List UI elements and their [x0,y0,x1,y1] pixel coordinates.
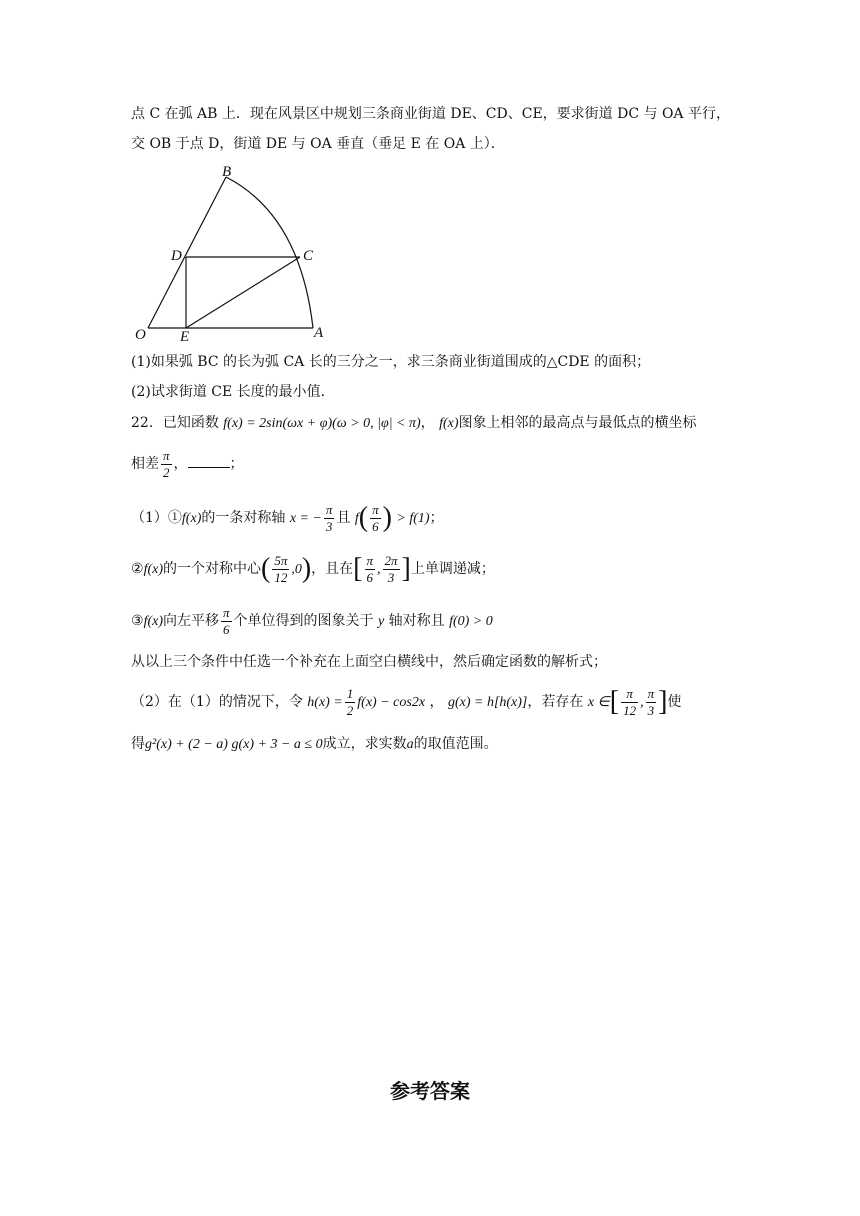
q22-stem-e: ， [173,456,188,472]
condition-3-inequality: f(0) > 0 [449,614,493,629]
arc-ab [226,177,313,328]
intro-line-2: 交 OB 于点 D，街道 DE 与 OA 垂直（垂足 E 在 OA 上）． [131,136,505,152]
fraction-pi-over-6: $\frac{\pi}{6}$ [372,501,379,534]
q21-part2: (2)试求街道 CE 长度的最小值． [131,384,335,400]
condition-2-text-b: ，且在 [311,561,354,577]
fraction-pi-over-6-c: $\frac{\pi}{6}$ [223,604,230,637]
q22-stem-f: ； [229,456,244,472]
part2-g-def: g(x) = h[h(x)] [447,695,528,710]
label-a: A [314,325,324,341]
condition-1-f: f [354,511,359,526]
condition-3-text-b: 个单位得到的图象关于 [233,613,374,629]
fraction-pi-over-6-b: $\frac{\pi}{6}$ [366,552,374,585]
part2-a: a [406,737,414,752]
condition-3-text-a: 向左平移 [163,613,219,629]
q22-stem-c: 图象上相邻的最高点与最低点的横坐标 [458,415,697,431]
fraction-pi-over-2: $\frac{\pi}{2}$ [163,447,170,480]
condition-2-text-c: 上单调递减； [410,561,495,577]
part2-inequality: g²(x) + (2 − a) g(x) + 3 − a ≤ 0 [145,737,323,752]
q22-stem-line2 [131,446,244,482]
fraction-pi-over-12: $\frac{\pi}{12}$ [623,685,637,718]
part2-x-in: x ∈ [587,695,610,710]
part2-exist: ，若存在 [527,694,584,710]
part2-end-b: 的取值范围。 [413,736,498,752]
q22-function: f(x) = 2sin(ωx + φ)(ω > 0, |φ| < π) [223,416,421,431]
label-c: C [303,248,314,264]
intro-line-1: 点 C 在弧 AB 上．现在风景区中规划三条商业街道 DE、CD、CE，要求街道 DC 与 OA 平行， [131,106,730,122]
fraction-pi-over-3: $\frac{\pi}{3}$ [325,501,333,534]
condition-1-text-a: 的一条对称轴 [201,510,286,526]
condition-2-zero: ,0 [291,562,302,577]
part2-h-def: h(x) = [307,695,343,710]
q22-stem-b: ， [420,415,435,431]
fraction-2pi-over-3: $\frac{2\pi}{3}$ [384,552,398,585]
condition-1-inequality: > f(1) [396,511,430,526]
condition-2-text-a: 的一个对称中心 [163,561,261,577]
fill-in-blank[interactable] [188,453,230,468]
sector-figure [130,162,340,342]
condition-1-fx: f(x) [181,511,202,526]
part2-use: 使 [667,694,682,710]
answer-heading: 参考答案 [390,1079,470,1103]
label-e: E [180,329,190,342]
q22-choose-instruction: 从以上三个条件中任选一个补充在上面空白横线中，然后确定函数的解析式； [131,654,607,670]
label-b: B [222,164,232,180]
part2-de: 得 [131,736,145,752]
q22-condition-2: ②f(x)的一个对称中心( $\frac{5\pi}{12}$ ,0)，且在[ $\frac{\pi}{6}$ , $\frac{2\pi}{3}$ ]上单调递减； [131,552,495,585]
q22-condition-3 [131,603,493,640]
q22-condition-1: （1）①f(x)的一条对称轴 x = − $\frac{\pi}{3}$ 且 f( $\frac{\pi}{6}$ ) > f(1)； [131,501,444,534]
label-o: O [135,327,146,342]
q22-number: 22． [131,415,163,431]
fraction-pi-over-3-b: $\frac{\pi}{3}$ [647,685,655,718]
q22-part2-line2 [131,734,498,755]
condition-1-prefix: （1）① [131,510,182,526]
interval-separator: , [377,562,381,577]
condition-1-end: ； [429,510,444,526]
fraction-one-half: $\frac{1}{2}$ [346,685,354,718]
condition-3-fx: f(x) [143,614,163,629]
condition-1-axis: x = − [289,511,322,526]
q22-fx: f(x) [439,416,459,431]
q22-stem-line1 [131,413,697,434]
q22-part2-line1: （2）在（1）的情况下，令 h(x) = $\frac{1}{2}$ f(x) − cos2x ， g(x) = h[h(x)]，若存在 x ∈[ $\frac{\pi}{12}$ , $\frac{\pi}{3}$ ]使 [131,685,682,718]
fraction-5pi-over-12: $\frac{5\pi}{12}$ [274,552,288,585]
q22-stem-d: 相差 [131,456,159,472]
condition-3-text-c: 轴对称且 [388,613,445,629]
segment-ce [186,257,300,328]
part2-comma: ， [429,694,444,710]
part2-end-a: 成立，求实数 [322,736,407,752]
q22-stem-a: 已知函数 [162,415,219,431]
condition-3-prefix: ③ [131,613,144,629]
condition-1-text-b: 且 [336,510,351,526]
condition-2-prefix: ② [131,561,144,577]
part2-prefix: （2）在（1）的情况下，令 [131,694,303,710]
part2-h-rest: f(x) − cos2x [357,695,426,710]
condition-3-y: y [377,614,385,629]
label-d: D [171,248,182,264]
q21-part1: (1)如果弧 BC 的长为弧 CA 长的三分之一，求三条商业街道围成的△CDE 的面积； [131,354,651,370]
condition-2-fx: f(x) [143,562,163,577]
segment-ob [148,177,226,328]
